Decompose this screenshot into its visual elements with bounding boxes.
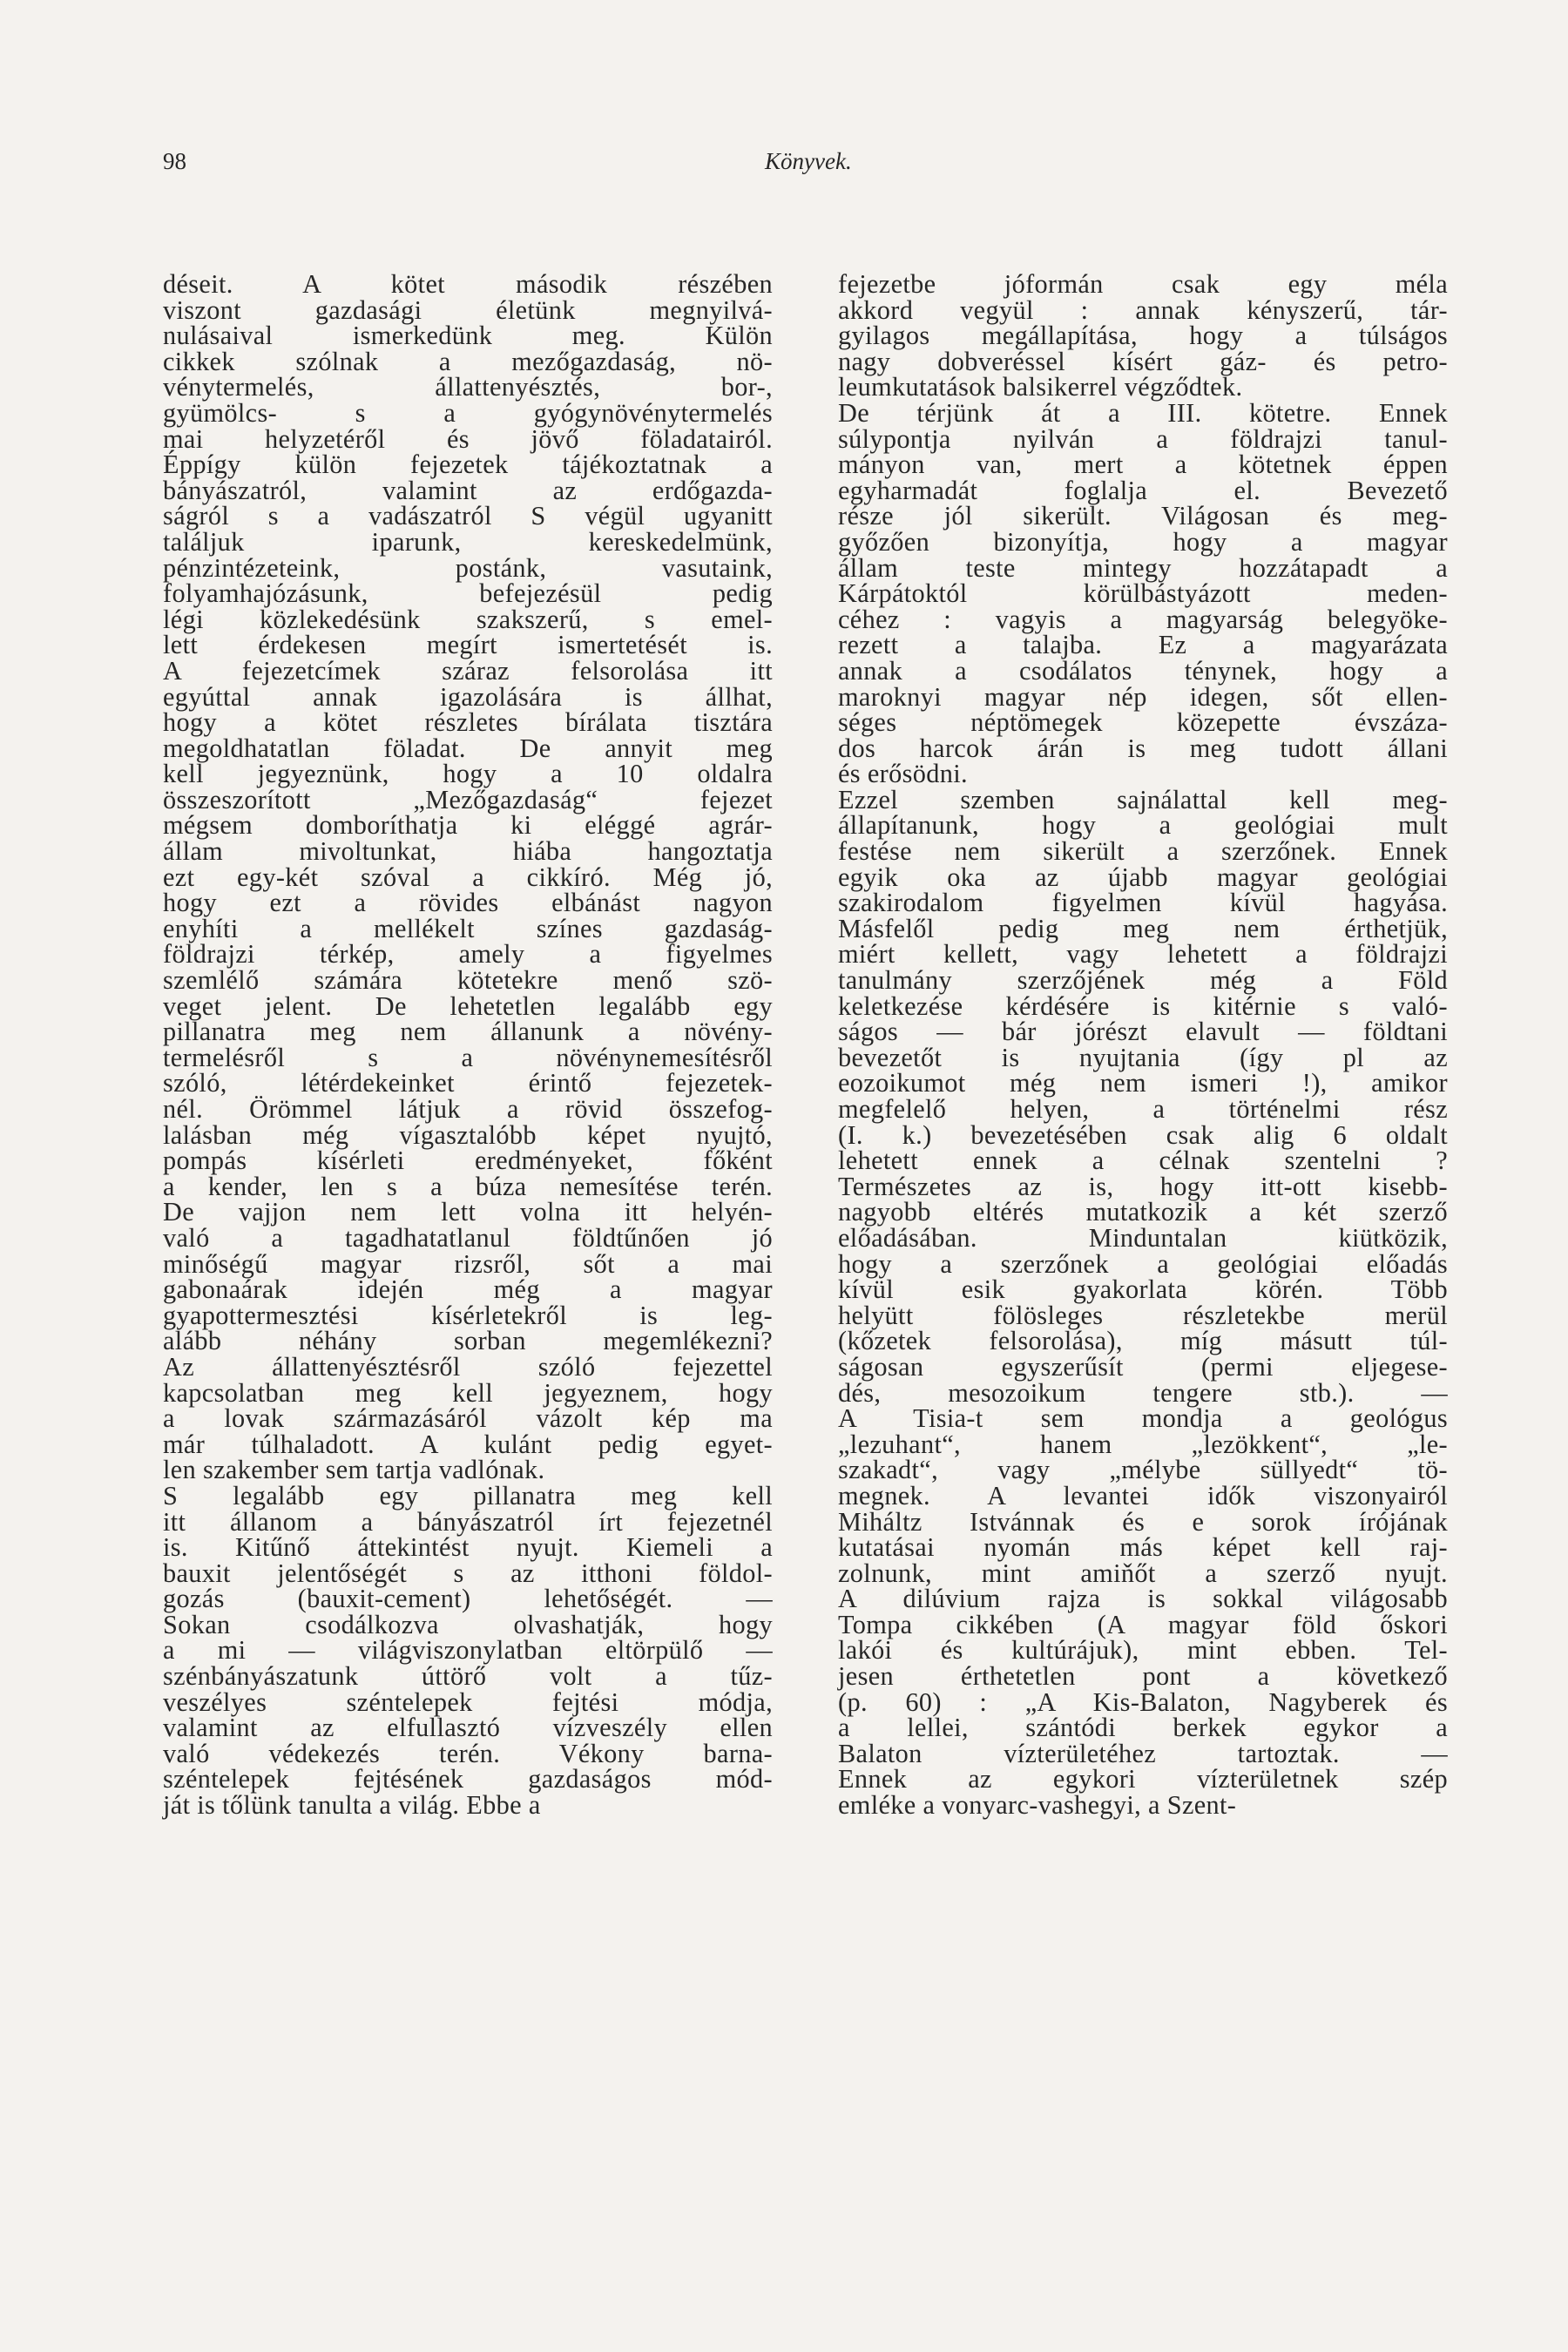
text-line: pillanatra meg nem állanunk a növény-: [163, 1017, 773, 1047]
text-line: gyapottermesztési kísérletekről is leg-: [163, 1300, 773, 1330]
text-line: pompás kísérleti eredményeket, főként: [163, 1146, 773, 1176]
text-line: légi közlekedésünk szakszerű, s emel-: [163, 604, 773, 634]
text-line: bauxit jelentőségét s az itthoni földol-: [163, 1558, 773, 1588]
text-line: vénytermelés, állattenyésztés, bor-,: [163, 372, 773, 402]
text-line: lett érdekesen megírt ismertetését is.: [163, 630, 773, 660]
text-line: mai helyzetéről és jövő föladatairól.: [163, 423, 773, 454]
text-line: is. Kitűnő áttekintést nyujt. Kiemeli a: [163, 1532, 773, 1563]
text-line: ságról s a vadászatról S végül ugyanitt: [163, 501, 773, 531]
text-line: lehetett ennek a célnak szentelni ?: [838, 1146, 1448, 1176]
text-line: győzően bizonyítja, hogy a magyar: [838, 526, 1448, 557]
text-line: egyúttal annak igazolására is állhat,: [163, 681, 773, 712]
text-line: találjuk iparunk, kereskedelmünk,: [163, 526, 773, 557]
text-line: veget jelent. De lehetetlen legalább egy: [163, 990, 773, 1021]
text-line: Miháltz Istvánnak és e sorok írójának: [838, 1506, 1448, 1537]
text-line: előadásában. Minduntalan kiütközik,: [838, 1222, 1448, 1253]
text-line: összeszorított „Mezőgazdaság“ fejezet: [163, 784, 773, 814]
text-line: kell jegyeznünk, hogy a 10 oldalra: [163, 759, 773, 789]
text-line: nél. Örömmel látjuk a rövid összefog-: [163, 1094, 773, 1124]
text-line: kapcsolatban meg kell jegyeznem, hogy: [163, 1377, 773, 1408]
text-line: Ennek az egykori vízterületnek szép: [838, 1764, 1448, 1794]
text-line: A dilúvium rajza is sokkal világosabb: [838, 1584, 1448, 1614]
text-line: földrajzi térkép, amely a figyelmes: [163, 939, 773, 970]
text-line: De térjünk át a III. kötetre. Ennek: [838, 397, 1448, 428]
text-line: enyhíti a mellékelt színes gazdaság-: [163, 913, 773, 943]
text-line: keletkezése kérdésére is kitérnie s való-: [838, 990, 1448, 1021]
text-line: tanulmány szerzőjének még a Föld: [838, 965, 1448, 996]
text-line: dés, mesozoikum tengere stb.). —: [838, 1377, 1448, 1408]
text-line: a lellei, szántódi berkek egykor a: [838, 1713, 1448, 1743]
text-line: rezett a talajba. Ez a magyarázata: [838, 630, 1448, 660]
text-line: állapítanunk, hogy a geológiai mult: [838, 810, 1448, 841]
text-line: Tompa cikkében (A magyar föld őskori: [838, 1609, 1448, 1639]
text-line: ezt egy-két szóval a cikkíró. Még jó,: [163, 862, 773, 892]
text-line: gabonaárak idején még a magyar: [163, 1274, 773, 1305]
text-line: Ezzel szemben sajnálattal kell meg-: [838, 784, 1448, 814]
text-line: itt állanom a bányászatról írt fejezetnél: [163, 1506, 773, 1537]
text-line: helyütt fölösleges részletekbe merül: [838, 1300, 1448, 1330]
text-line: a mi — világviszonylatban eltörpülő —: [163, 1635, 773, 1666]
text-line: céhez : vagyis a magyarság belegyöke-: [838, 604, 1448, 634]
text-line: cikkek szólnak a mezőgazdaság, nö-: [163, 346, 773, 376]
text-line: szakirodalom figyelmen kívül hagyása.: [838, 888, 1448, 918]
text-line: ságos — bár jórészt elavult — földtani: [838, 1017, 1448, 1047]
text-line: S legalább egy pillanatra meg kell: [163, 1480, 773, 1511]
text-line: a kender, len s a búza nemesítése terén.: [163, 1171, 773, 1201]
text-line: bevezetőt is nyujtania (így pl az: [838, 1042, 1448, 1072]
text-line: jesen érthetetlen pont a következő: [838, 1661, 1448, 1692]
text-line: része jól sikerült. Világosan és meg-: [838, 501, 1448, 531]
text-line: szemlélő számára kötetekre menő szö-: [163, 965, 773, 996]
text-line: Az állattenyésztésről szóló fejezettel: [163, 1351, 773, 1382]
text-line: akkord vegyül : annak kényszerű, tár-: [838, 294, 1448, 325]
text-line: (I. k.) bevezetésében csak alig 6 oldalt: [838, 1119, 1448, 1150]
text-line: szóló, létérdekeinket érintő fejezetek-: [163, 1068, 773, 1098]
text-line: megfelelő helyen, a történelmi rész: [838, 1094, 1448, 1124]
text-line: alább néhány sorban megemlékezni?: [163, 1326, 773, 1356]
text-line: állam mivoltunkat, hiába hangoztatja: [163, 836, 773, 867]
text-line: Kárpátoktól körülbástyázott meden-: [838, 578, 1448, 609]
text-line: megoldhatatlan föladat. De annyit meg: [163, 733, 773, 763]
text-line: Éppígy külön fejezetek tájékoztatnak a: [163, 449, 773, 480]
text-line: A Tisia-t sem mondja a geológus: [838, 1403, 1448, 1434]
text-line: festése nem sikerült a szerzőnek. Ennek: [838, 836, 1448, 867]
text-line: mégsem domboríthatja ki eléggé agrár-: [163, 810, 773, 841]
text-line: hogy a kötet részletes bírálata tisztára: [163, 707, 773, 738]
text-line: állam teste mintegy hozzátapadt a: [838, 552, 1448, 583]
text-line: már túlhaladott. A kulánt pedig egyet-: [163, 1429, 773, 1459]
text-line: viszont gazdasági életünk megnyilvá-: [163, 294, 773, 325]
text-line: (p. 60) : „A Kis-Balaton, Nagyberek és: [838, 1686, 1448, 1717]
text-line: De vajjon nem lett volna itt helyén-: [163, 1197, 773, 1227]
text-line: A fejezetcímek száraz felsorolása itt: [163, 655, 773, 686]
text-line: való védekezés terén. Vékony barna-: [163, 1738, 773, 1768]
text-line: „lezuhant“, hanem „lezökkent“, „le-: [838, 1429, 1448, 1459]
text-line: és erősödni.: [838, 759, 968, 789]
text-line: séges néptömegek közepette évszáza-: [838, 707, 1448, 738]
text-line: hogy ezt a rövides elbánást nagyon: [163, 888, 773, 918]
text-line: Sokan csodálkozva olvashatják, hogy: [163, 1609, 773, 1639]
text-line: egyik oka az újabb magyar geológiai: [838, 862, 1448, 892]
text-line: való a tagadhatatlanul földtűnően jó: [163, 1222, 773, 1253]
text-line: a lovak származásáról vázolt kép ma: [163, 1403, 773, 1434]
text-line: egyharmadát foglalja el. Bevezető: [838, 475, 1448, 505]
text-line: bányászatról, valamint az erdőgazda-: [163, 475, 773, 505]
text-line: dos harcok árán is meg tudott állani: [838, 733, 1448, 763]
text-line: (kőzetek felsorolása), míg másutt túl-: [838, 1326, 1448, 1356]
text-line: széntelepek fejtésének gazdaságos mód-: [163, 1764, 773, 1794]
text-line: miért kellett, vagy lehetett a földrajzi: [838, 939, 1448, 970]
text-line: Másfelől pedig meg nem érthetjük,: [838, 913, 1448, 943]
text-line: gyümölcs- s a gyógynövénytermelés: [163, 397, 773, 428]
text-line: maroknyi magyar nép idegen, sőt ellen-: [838, 681, 1448, 712]
text-line: leumkutatások balsikerrel végződtek.: [838, 372, 1243, 402]
text-line: kívül esik gyakorlata körén. Több: [838, 1274, 1448, 1305]
text-line: fejezetbe jóformán csak egy méla: [838, 269, 1448, 299]
text-line: minőségű magyar rizsről, sőt a mai: [163, 1248, 773, 1279]
text-line: annak a csodálatos ténynek, hogy a: [838, 655, 1448, 686]
text-line: len szakember sem tartja vadlónak.: [163, 1455, 545, 1485]
text-line: lalásban még vígasztalóbb képet nyujtó,: [163, 1119, 773, 1150]
text-line: termelésről s a növénynemesítésről: [163, 1042, 773, 1072]
text-line: lakói és kultúrájuk), mint ebben. Tel-: [838, 1635, 1448, 1666]
text-line: zolnunk, mint amiňőt a szerző nyujt.: [838, 1558, 1448, 1588]
text-line: nagy dobveréssel kísért gáz- és petro-: [838, 346, 1448, 376]
text-line: Természetes az is, hogy itt-ott kisebb-: [838, 1171, 1448, 1201]
text-line: megnek. A levantei idők viszonyairól: [838, 1480, 1448, 1511]
text-line: súlypontja nyilván a földrajzi tanul-: [838, 423, 1448, 454]
text-line: szakadt“, vagy „mélybe süllyedt“ tö-: [838, 1455, 1448, 1485]
text-line: eozoikumot még nem ismeri !), amikor: [838, 1068, 1448, 1098]
text-line: veszélyes széntelepek fejtési módja,: [163, 1686, 773, 1717]
text-line: mányon van, mert a kötetnek éppen: [838, 449, 1448, 480]
text-line: gyilagos megállapítása, hogy a túlságos: [838, 321, 1448, 351]
text-line: hogy a szerzőnek a geológiai előadás: [838, 1248, 1448, 1279]
text-line: ságosan egyszerűsít (permi eljegese-: [838, 1351, 1448, 1382]
text-line: emléke a vonyarc-vashegyi, a Szent-: [838, 1790, 1237, 1821]
left-column: [163, 269, 773, 1821]
text-line: nulásaival ismerkedünk meg. Külön: [163, 321, 773, 351]
text-line: szénbányászatunk úttörő volt a tűz-: [163, 1661, 773, 1692]
text-line: nagyobb eltérés mutatkozik a két szerző: [838, 1197, 1448, 1227]
running-head: Könyvek.: [765, 148, 852, 174]
text-line: kutatásai nyomán más képet kell raj-: [838, 1532, 1448, 1563]
text-line: gozás (bauxit-cement) lehetőségét. —: [163, 1584, 773, 1614]
page-number: 98: [163, 148, 186, 174]
text-line: Balaton vízterületéhez tartoztak. —: [838, 1738, 1448, 1768]
text-line: déseit. A kötet második részében: [163, 269, 773, 299]
text-line: pénzintézeteink, postánk, vasutaink,: [163, 552, 773, 583]
text-line: folyamhajózásunk, befejezésül pedig: [163, 578, 773, 609]
right-column: [838, 269, 1448, 1821]
text-line: ját is tőlünk tanulta a világ. Ebbe a: [163, 1790, 541, 1821]
text-line: valamint az elfullasztó vízveszély ellen: [163, 1713, 773, 1743]
